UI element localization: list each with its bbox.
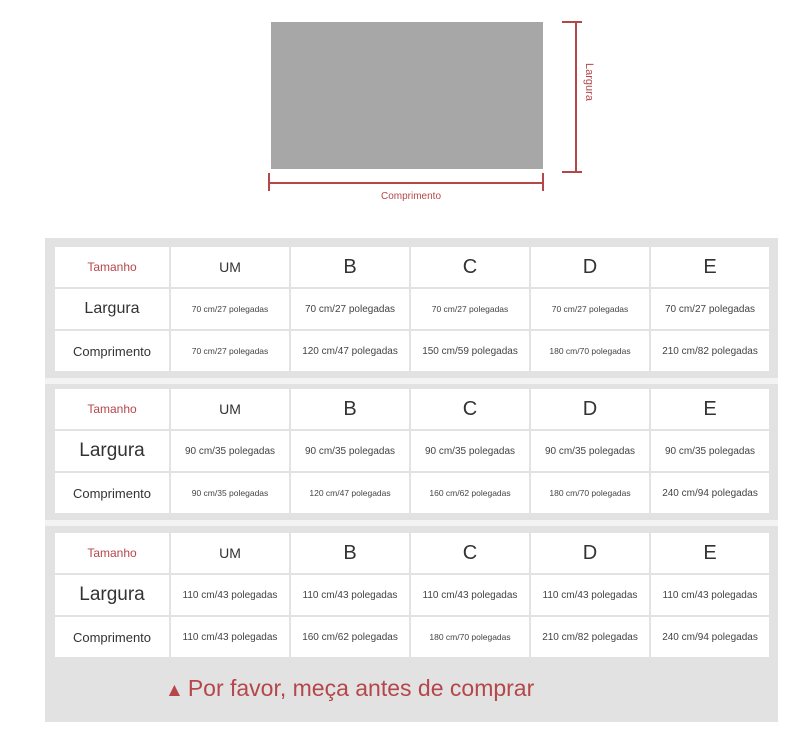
width-cell: 110 cm/43 polegadas bbox=[291, 575, 409, 615]
width-row bbox=[55, 431, 769, 471]
length-label: Comprimento bbox=[380, 191, 442, 202]
size-label: B bbox=[291, 389, 409, 429]
length-row-label: Comprimento bbox=[55, 473, 169, 513]
width-row bbox=[55, 289, 769, 329]
length-cell: 210 cm/82 polegadas bbox=[651, 331, 769, 371]
size-row bbox=[55, 389, 769, 429]
size-label: E bbox=[651, 533, 769, 573]
size-label: UM bbox=[171, 533, 289, 573]
size-row bbox=[55, 533, 769, 573]
size-header: Tamanho bbox=[55, 389, 169, 429]
size-label: C bbox=[411, 247, 529, 287]
size-diagram bbox=[0, 0, 799, 230]
width-cell: 110 cm/43 polegadas bbox=[411, 575, 529, 615]
width-arrow-start bbox=[562, 21, 582, 23]
length-cell: 110 cm/43 polegadas bbox=[171, 617, 289, 657]
length-cell: 240 cm/94 polegadas bbox=[651, 617, 769, 657]
width-cell: 70 cm/27 polegadas bbox=[411, 289, 529, 329]
table-separator bbox=[45, 520, 778, 526]
size-label: D bbox=[531, 247, 649, 287]
width-cell: 110 cm/43 polegadas bbox=[531, 575, 649, 615]
size-header: Tamanho bbox=[55, 533, 169, 573]
length-cell: 180 cm/70 polegadas bbox=[531, 331, 649, 371]
measure-note-text: Por favor, meça antes de comprar bbox=[187, 675, 535, 701]
length-cell: 160 cm/62 polegadas bbox=[411, 473, 529, 513]
size-label: C bbox=[411, 389, 529, 429]
product-rectangle bbox=[271, 22, 543, 169]
size-table-2 bbox=[53, 387, 771, 515]
length-row bbox=[55, 617, 769, 657]
width-cell: 90 cm/35 polegadas bbox=[651, 431, 769, 471]
length-cell: 240 cm/94 polegadas bbox=[651, 473, 769, 513]
table-separator bbox=[45, 378, 778, 384]
size-header: Tamanho bbox=[55, 247, 169, 287]
length-cell: 120 cm/47 polegadas bbox=[291, 331, 409, 371]
length-cell: 160 cm/62 polegadas bbox=[291, 617, 409, 657]
length-cell: 150 cm/59 polegadas bbox=[411, 331, 529, 371]
width-cell: 90 cm/35 polegadas bbox=[171, 431, 289, 471]
size-label: UM bbox=[171, 389, 289, 429]
size-label: B bbox=[291, 247, 409, 287]
size-label: UM bbox=[171, 247, 289, 287]
measure-note bbox=[165, 675, 534, 702]
length-cell: 90 cm/35 polegadas bbox=[171, 473, 289, 513]
width-row-label: Largura bbox=[55, 289, 169, 329]
size-label: D bbox=[531, 533, 649, 573]
length-arrow-end bbox=[542, 173, 544, 191]
length-arrow bbox=[269, 182, 544, 184]
length-row-label: Comprimento bbox=[55, 617, 169, 657]
size-row bbox=[55, 247, 769, 287]
width-cell: 70 cm/27 polegadas bbox=[531, 289, 649, 329]
width-cell: 70 cm/27 polegadas bbox=[291, 289, 409, 329]
width-row-label: Largura bbox=[55, 575, 169, 615]
width-cell: 90 cm/35 polegadas bbox=[411, 431, 529, 471]
size-label: E bbox=[651, 247, 769, 287]
length-arrow-start bbox=[268, 173, 270, 191]
size-table-1 bbox=[53, 245, 771, 373]
width-cell: 110 cm/43 polegadas bbox=[171, 575, 289, 615]
size-label: D bbox=[531, 389, 649, 429]
length-row bbox=[55, 331, 769, 371]
length-cell: 210 cm/82 polegadas bbox=[531, 617, 649, 657]
width-arrow bbox=[575, 21, 577, 173]
length-row bbox=[55, 473, 769, 513]
width-arrow-end bbox=[562, 171, 582, 173]
width-cell: 110 cm/43 polegadas bbox=[651, 575, 769, 615]
width-cell: 70 cm/27 polegadas bbox=[651, 289, 769, 329]
size-label: C bbox=[411, 533, 529, 573]
length-cell: 120 cm/47 polegadas bbox=[291, 473, 409, 513]
warning-triangle-icon: ▲ bbox=[165, 680, 184, 701]
length-cell: 70 cm/27 polegadas bbox=[171, 331, 289, 371]
width-row-label: Largura bbox=[55, 431, 169, 471]
width-row bbox=[55, 575, 769, 615]
size-table-3 bbox=[53, 531, 771, 659]
length-cell: 180 cm/70 polegadas bbox=[411, 617, 529, 657]
length-row-label: Comprimento bbox=[55, 331, 169, 371]
width-cell: 90 cm/35 polegadas bbox=[291, 431, 409, 471]
width-cell: 90 cm/35 polegadas bbox=[531, 431, 649, 471]
size-label: E bbox=[651, 389, 769, 429]
size-label: B bbox=[291, 533, 409, 573]
width-label: Largura bbox=[583, 63, 595, 101]
width-cell: 70 cm/27 polegadas bbox=[171, 289, 289, 329]
length-cell: 180 cm/70 polegadas bbox=[531, 473, 649, 513]
